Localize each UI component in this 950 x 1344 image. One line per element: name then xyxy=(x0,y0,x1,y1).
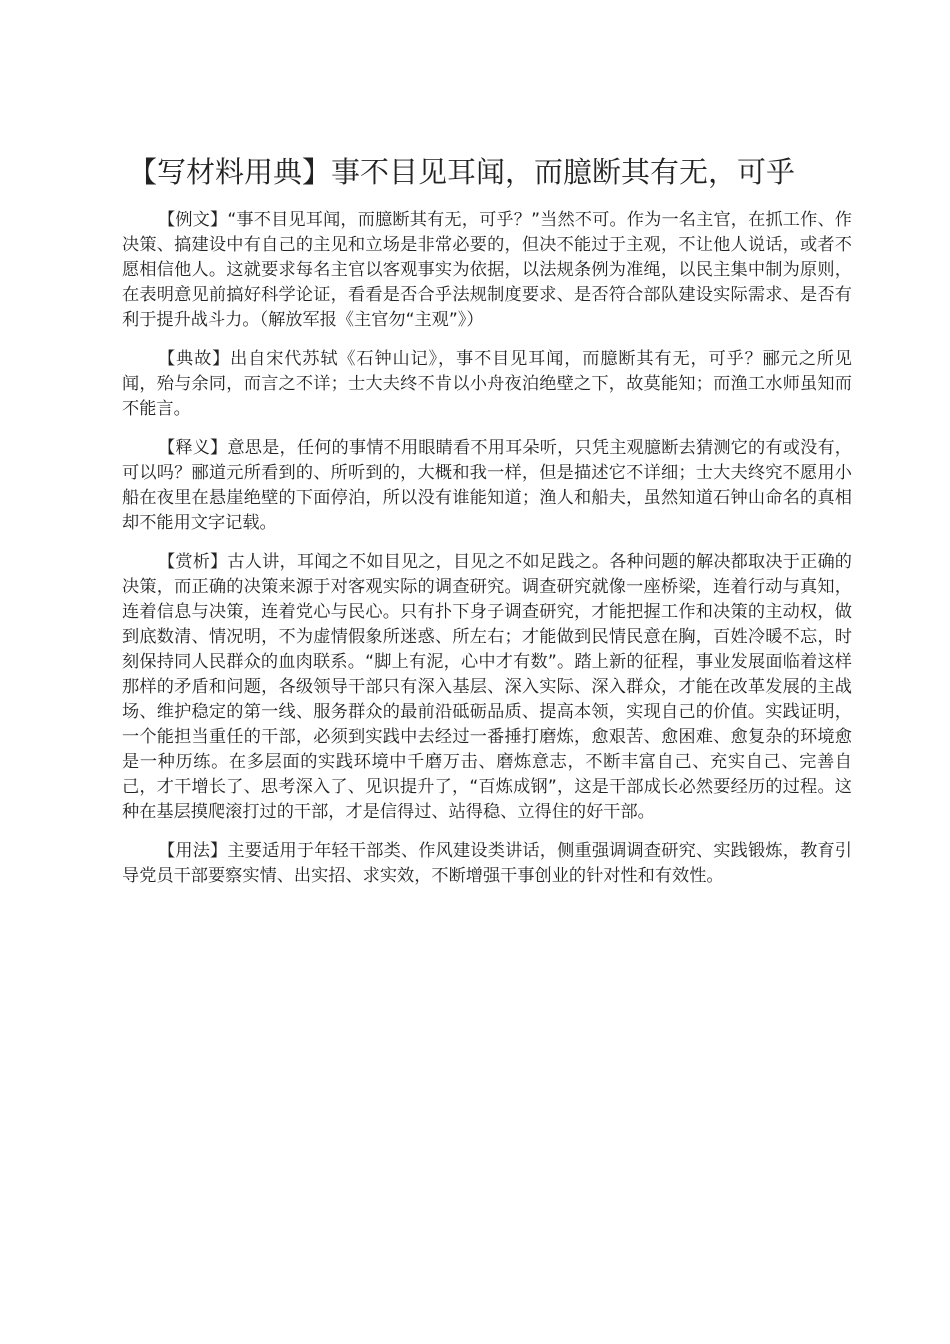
paragraph-tag: 【赏析】 xyxy=(158,552,228,572)
document-body xyxy=(122,208,852,903)
paragraph-tag: 【用法】 xyxy=(158,841,228,861)
paragraph-tag: 【例文】 xyxy=(158,210,228,230)
paragraph-tag: 【释义】 xyxy=(158,438,228,458)
paragraph-text: 主要适用于年轻干部类、作风建设类讲话，侧重强调调查研究、实践锻炼，教育引导党员干部要察实情、出实招、求实效，不断增强干事创业的针对性和有效性。 xyxy=(122,841,852,886)
paragraph-text: 古人讲，耳闻之不如目见之，目见之不如足践之。各种问题的解决都取决于正确的决策，而正确的决策来源于对客观实际的调查研究。调查研究就像一座桥梁，连着行动与真知，连着信息与决策，连着党心与民心。只有扑下身子调查研究，才能把握工作和决策的主动权，做到底数清、情况明，不为虚情假象所迷惑、所左右；才能做到民情民意在胸，百姓冷暖不忘，时刻保持同人民群众的血肉联系。“脚上有泥，心中才有数”。踏上新的征程，事业发展面临着这样那样的矛盾和问题，各级领导干部只有深入基层、深入实际、深入群众，才能在改革发展的主战场、维护稳定的第一线、服务群众的最前沿砥砺品质、提高本领，实现自己的价值。实践证明，一个能担当重任的干部，必须到实践中去经过一番捶打磨炼，愈艰苦、愈困难、愈复杂的环境愈是一种历练。在多层面的实践环境中千磨万击、磨炼意志，不断丰富自己、充实自己、完善自己，才干增长了、思考深入了、见识提升了，“百炼成钢”，这是干部成长必然要经历的过程。这种在基层摸爬滚打过的干部，才是信得过、站得稳、立得住的好干部。 xyxy=(122,552,852,822)
paragraph-text: 出自宋代苏轼《石钟山记》，事不目见耳闻，而臆断其有无，可乎？郦元之所见闻，殆与余同，而言之不详；士大夫终不肯以小舟夜泊绝壁之下，故莫能知；而渔工水师虽知而不能言。 xyxy=(122,349,852,419)
paragraph-text: 意思是，任何的事情不用眼睛看不用耳朵听，只凭主观臆断去猜测它的有或没有，可以吗？郦道元所看到的、所听到的，大概和我一样，但是描述它不详细；士大夫终究不愿用小船在夜里在悬崖绝壁的下面停泊，所以没有谁能知道；渔人和船夫，虽然知道石钟山命名的真相却不能用文字记载。 xyxy=(122,438,852,533)
paragraph-interpretation xyxy=(122,436,852,536)
paragraph-tag: 【典故】 xyxy=(158,349,231,369)
document-title: 【写材料用典】事不目见耳闻，而臆断其有无，可乎 xyxy=(128,155,796,189)
paragraph-appreciation xyxy=(122,550,852,825)
paragraph-example xyxy=(122,208,852,333)
paragraph-text: “事不目见耳闻，而臆断其有无，可乎？”当然不可。作为一名主官，在抓工作、作决策、搞建设中有自己的主见和立场是非常必要的，但决不能过于主观，不让他人说话，或者不愿相信他人。这就要求每名主官以客观事实为依据，以法规条例为准绳，以民主集中制为原则，在表明意见前搞好科学论证，看看是否合乎法规制度要求、是否符合部队建设实际需求、是否有利于提升战斗力。（解放军报《主官勿“主观”》） xyxy=(122,210,852,330)
paragraph-allusion xyxy=(122,347,852,422)
paragraph-usage xyxy=(122,839,852,889)
